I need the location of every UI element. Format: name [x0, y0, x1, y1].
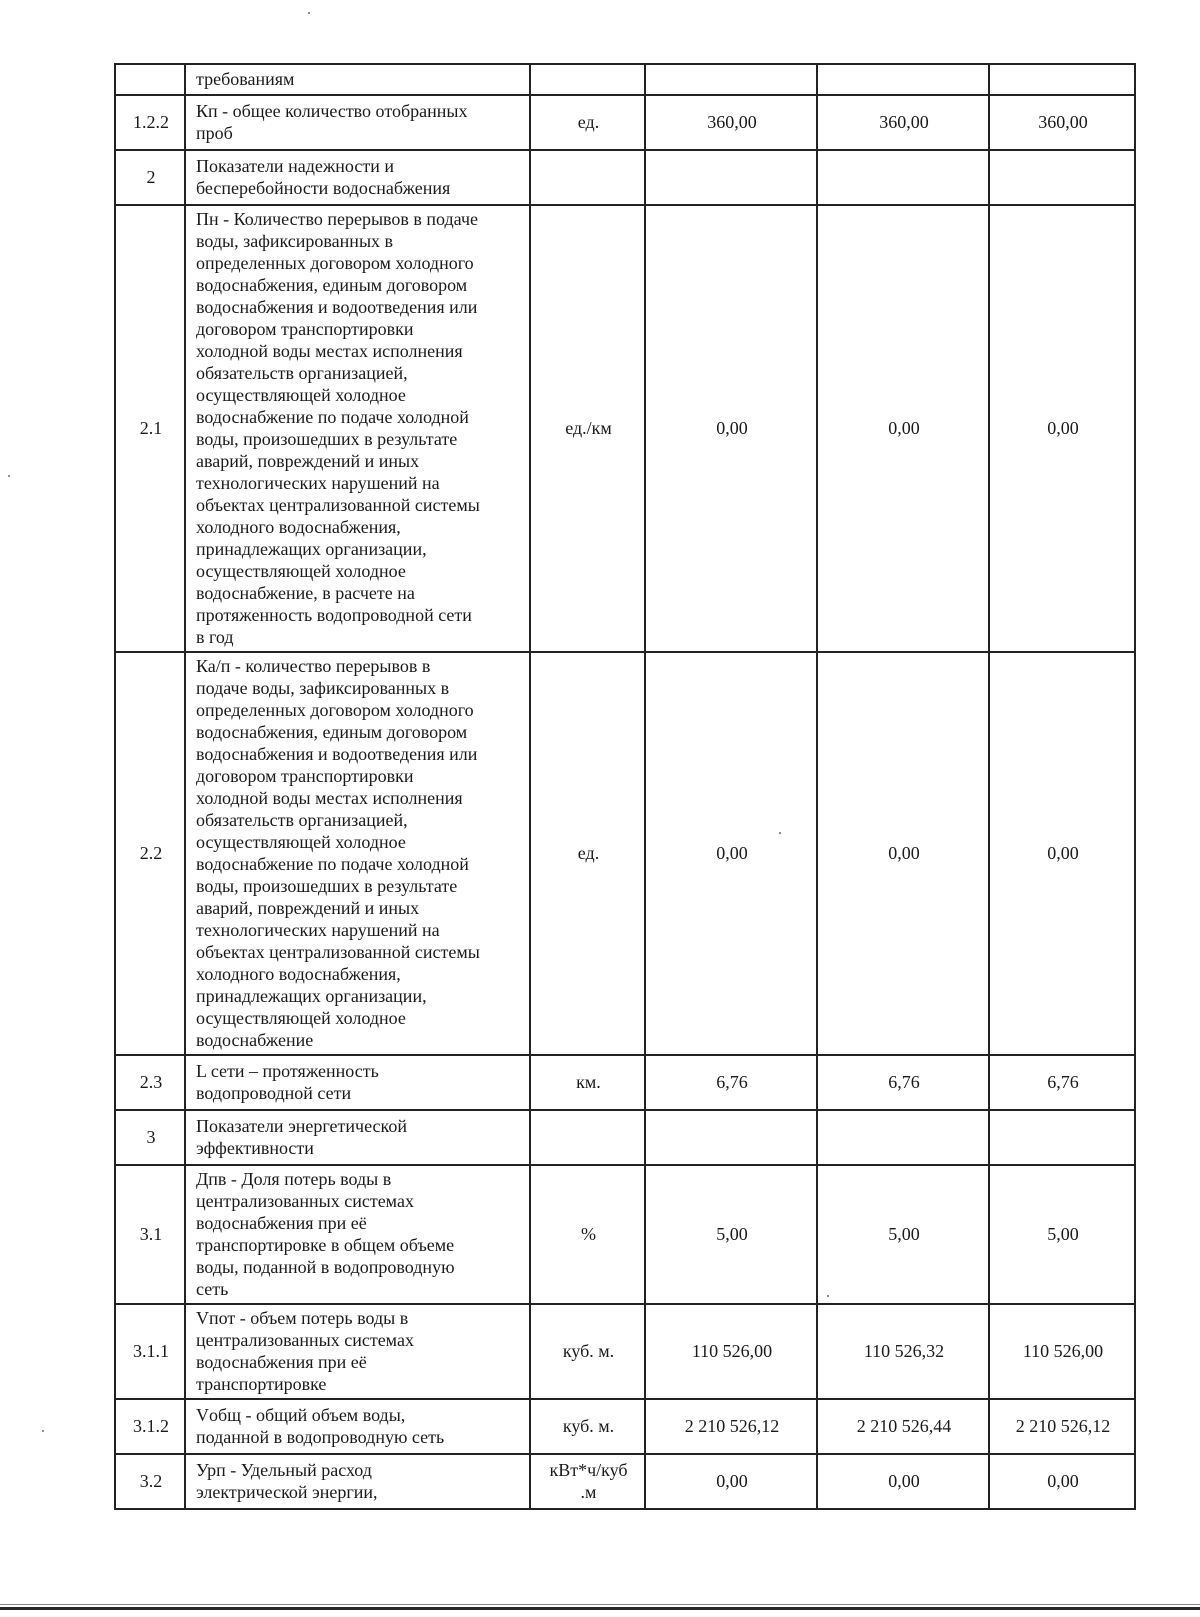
value-cell-3: 0,00 — [989, 652, 1135, 1055]
scan-speck — [779, 832, 781, 834]
value-cell-1: 360,00 — [645, 95, 817, 150]
value-cell-1 — [645, 150, 817, 205]
indicator-name: Кп - общее количество отобранных проб — [185, 95, 530, 150]
row-number: 3.2 — [115, 1454, 185, 1509]
table-row — [115, 1399, 1135, 1454]
unit-cell — [530, 64, 645, 95]
scan-edge-band — [0, 1607, 1200, 1610]
table-row — [115, 1454, 1135, 1509]
unit-cell: % — [530, 1165, 645, 1304]
value-cell-2: 110 526,32 — [817, 1304, 989, 1399]
unit-cell: кВт*ч/куб .м — [530, 1454, 645, 1509]
value-cell-2: 0,00 — [817, 652, 989, 1055]
table-row — [115, 150, 1135, 205]
value-cell-3: 6,76 — [989, 1055, 1135, 1110]
value-cell-3: 0,00 — [989, 205, 1135, 652]
value-cell-2: 0,00 — [817, 1454, 989, 1509]
row-number: 3.1 — [115, 1165, 185, 1304]
value-cell-1: 0,00 — [645, 652, 817, 1055]
table-row — [115, 95, 1135, 150]
value-cell-3 — [989, 1110, 1135, 1165]
value-cell-1 — [645, 64, 817, 95]
table-row — [115, 64, 1135, 95]
value-cell-3: 2 210 526,12 — [989, 1399, 1135, 1454]
row-number: 2.3 — [115, 1055, 185, 1110]
table-row — [115, 652, 1135, 1055]
value-cell-2: 5,00 — [817, 1165, 989, 1304]
row-number — [115, 64, 185, 95]
scan-edge-line — [0, 1604, 1200, 1605]
unit-cell: км. — [530, 1055, 645, 1110]
indicator-name: L сети – протяженность водопроводной сети — [185, 1055, 530, 1110]
unit-cell: куб. м. — [530, 1304, 645, 1399]
row-number: 2.2 — [115, 652, 185, 1055]
value-cell-1: 110 526,00 — [645, 1304, 817, 1399]
row-number: 3.1.1 — [115, 1304, 185, 1399]
value-cell-2: 2 210 526,44 — [817, 1399, 989, 1454]
indicator-name: Показатели надежности и бесперебойности водоснабжения — [185, 150, 530, 205]
value-cell-2 — [817, 1110, 989, 1165]
value-cell-2: 6,76 — [817, 1055, 989, 1110]
table-row — [115, 1165, 1135, 1304]
value-cell-3 — [989, 150, 1135, 205]
unit-cell: ед. — [530, 95, 645, 150]
scan-speck — [827, 1295, 829, 1297]
scan-speck — [42, 1430, 44, 1432]
indicator-name: Дпв - Доля потерь воды в централизованных системах водоснабжения при её транспортировке в общем объеме воды, поданной в водопроводную сеть — [185, 1165, 530, 1304]
value-cell-3: 110 526,00 — [989, 1304, 1135, 1399]
value-cell-3: 5,00 — [989, 1165, 1135, 1304]
value-cell-1: 2 210 526,12 — [645, 1399, 817, 1454]
indicator-name: Урп - Удельный расход электрической энергии, — [185, 1454, 530, 1509]
indicators-table — [114, 63, 1136, 1510]
unit-cell — [530, 1110, 645, 1165]
scan-speck — [308, 12, 310, 14]
value-cell-2: 360,00 — [817, 95, 989, 150]
table-row — [115, 1055, 1135, 1110]
value-cell-1: 6,76 — [645, 1055, 817, 1110]
value-cell-2 — [817, 64, 989, 95]
value-cell-2 — [817, 150, 989, 205]
indicator-name: Vпот - объем потерь воды в централизованных системах водоснабжения при её транспортировке — [185, 1304, 530, 1399]
indicator-name: требованиям — [185, 64, 530, 95]
table-row — [115, 1304, 1135, 1399]
unit-cell — [530, 150, 645, 205]
value-cell-3 — [989, 64, 1135, 95]
row-number: 2 — [115, 150, 185, 205]
indicator-name: Vобщ - общий объем воды, поданной в водопроводную сеть — [185, 1399, 530, 1454]
row-number: 3.1.2 — [115, 1399, 185, 1454]
row-number: 1.2.2 — [115, 95, 185, 150]
value-cell-1: 0,00 — [645, 205, 817, 652]
value-cell-3: 0,00 — [989, 1454, 1135, 1509]
indicator-name: Ка/п - количество перерывов в подаче воды, зафиксированных в определенных договором холодного водоснабжения, единым договором водоснабжения и водоотведения или договором транспортировки холодной воды местах исполнения обязательств организацией, осуществляющей холодное водоснабжение по подаче холодной воды, произошедших в результате аварий, повреждений и иных технологических нарушений на объектах централизованной системы холодного водоснабжения, принадлежащих организации, осуществляющей холодное водоснабжение — [185, 652, 530, 1055]
value-cell-1 — [645, 1110, 817, 1165]
row-number: 2.1 — [115, 205, 185, 652]
unit-cell: ед. — [530, 652, 645, 1055]
table-row — [115, 205, 1135, 652]
value-cell-1: 0,00 — [645, 1454, 817, 1509]
indicator-name: Показатели энергетической эффективности — [185, 1110, 530, 1165]
indicator-name: Пн - Количество перерывов в подаче воды, зафиксированных в определенных договором холодного водоснабжения, единым договором водоснабжения и водоотведения или договором транспортировки холодной воды местах исполнения обязательств организацией, осуществляющей холодное водоснабжение по подаче холодной воды, произошедших в результате аварий, повреждений и иных технологических нарушений на объектах централизованной системы холодного водоснабжения, принадлежащих организации, осуществляющей холодное водоснабжение, в расчете на протяженность водопроводной сети в год — [185, 205, 530, 652]
table-row — [115, 1110, 1135, 1165]
row-number: 3 — [115, 1110, 185, 1165]
value-cell-1: 5,00 — [645, 1165, 817, 1304]
value-cell-2: 0,00 — [817, 205, 989, 652]
value-cell-3: 360,00 — [989, 95, 1135, 150]
unit-cell: ед./км — [530, 205, 645, 652]
scan-speck — [8, 475, 10, 477]
unit-cell: куб. м. — [530, 1399, 645, 1454]
